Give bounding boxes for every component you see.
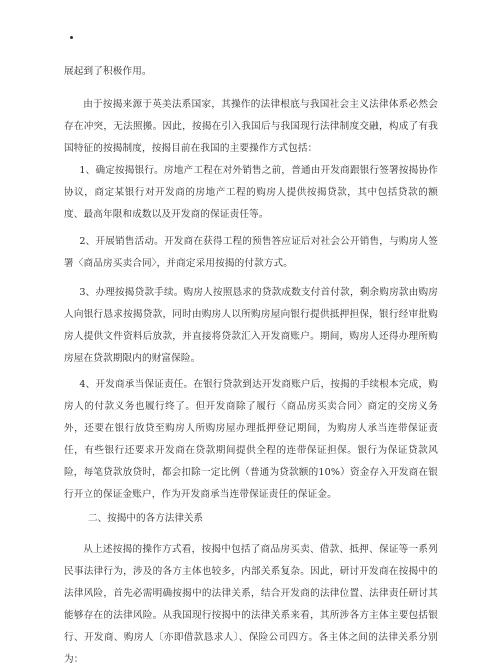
paragraph-relations: 从上述按揭的操作方式看，按揭中包括了商品房买卖、借款、抵押、保证等一系列民事法律行为，涉及的各方主体也较多，内部关系复杂。因此，研讨开发商在按揭中的法律风险，首先必需明确按揭中的法律关系，结合开发商的法律位置、法律责任研讨其能够存在的法律风险。从我国现行按揭中的法律关系来看，其所涉各方主体主要包括银行、开发商、购房人〔亦即借款恳求人〕、保险公司四方。各主体之间的法律关系分别为： [64, 544, 438, 665]
list-item-3: 3、办理按揭贷款手续。购房人按照恳求的贷款成数支付首付款，剩余购房款由购房人向银行恳求按揭贷款，同时由购房人以所购房屋向银行提供抵押担保，银行经审批购房人提供文件资料后放款，并直接将贷款汇入开发商账户。期间，购房人还得办理所购房屋在贷款期限内的财富保险。 [64, 287, 438, 364]
list-item-2: 2、开展销售活动。开发商在获得工程的预售答应证后对社会公开销售，与购房人签署〈商品房买卖合同〉，并商定采用按揭的付款方式。 [64, 236, 438, 269]
bullet-mark [70, 36, 73, 39]
section-heading: 二、按揭中的各方法律关系 [88, 513, 204, 524]
list-item-1: 1、确定按揭银行。房地产工程在对外销售之前，普通由开发商跟银行签署按揭协作协议，商定某银行对开发商的房地产工程的购房人提供按揭贷款，其中包括贷款的额度、最高年限和成数以及开发商的保证责任等。 [64, 165, 438, 220]
paragraph-continuation: 展起到了积极作用。 [64, 66, 152, 77]
paragraph-intro: 由于按揭来源于英美法系国家，其操作的法律根底与我国社会主义法律体系必然会存在冲突，无法照搬。因此，按揭在引入我国后与我国现行法律制度交融，构成了有我国特征的按揭制度，按揭目前在我国的主要操作方式包括： [64, 99, 438, 154]
list-item-4: 4、开发商承当保证责任。在银行贷款到达开发商账户后，按揭的手续根本完成，购房人的付款义务也履行终了。但开发商除了履行〈商品房买卖合同〉商定的交房义务外，还要在银行放贷至购房人所购房屋办理抵押登记期间，为购房人承当连带保证责任，有些银行还要求开发商在贷款期间提供全程的连带保证担保。银行为保证贷款风险，每笔贷款放贷时，都会扣除一定比例（普通为贷款额的10%）资金存入开发商在银行开立的保证金账户，作为开发商承当连带保证责任的保证金。 [64, 379, 438, 500]
